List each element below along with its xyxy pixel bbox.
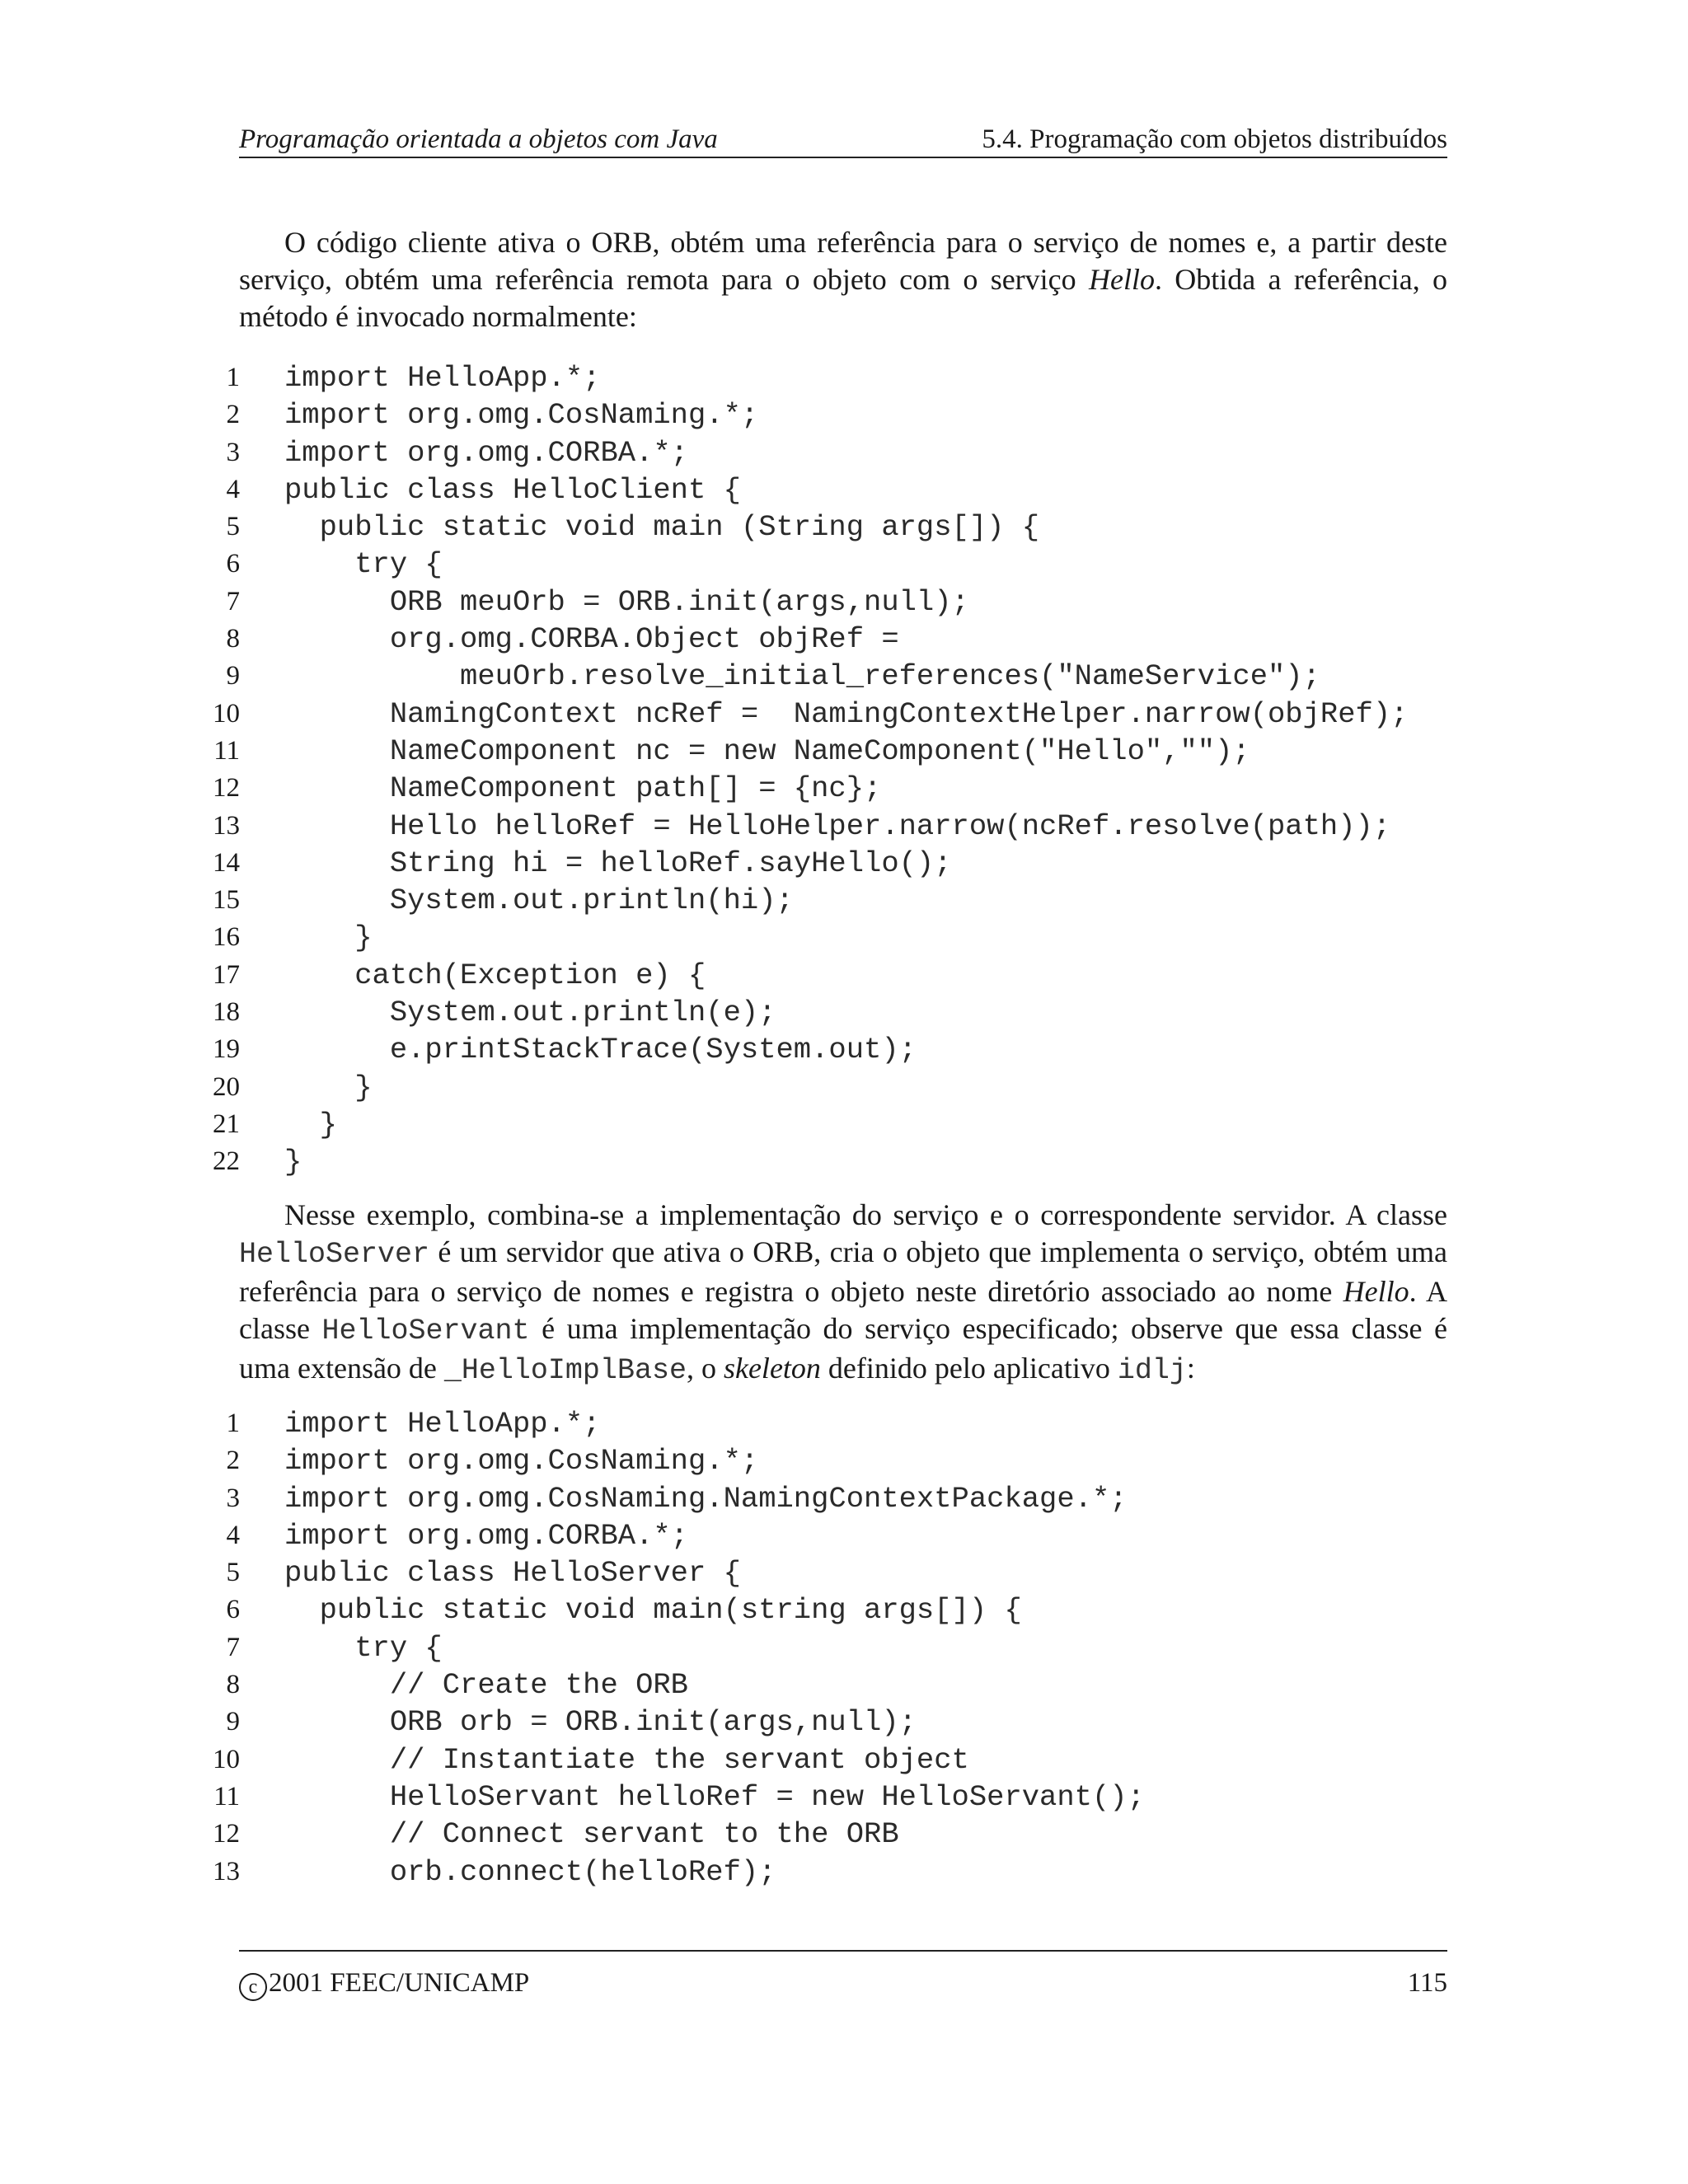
- code-line: [202, 1143, 1447, 1180]
- code-line: [202, 1405, 1447, 1442]
- code-line: [202, 1666, 1447, 1704]
- code-line: [202, 994, 1447, 1031]
- code-text: import org.omg.CosNaming.*;: [284, 398, 759, 433]
- page-number: 115: [1407, 1968, 1447, 1998]
- line-number: 22: [213, 1146, 240, 1177]
- hello-emphasis: Hello: [1088, 263, 1155, 296]
- line-number: 4: [226, 1520, 240, 1550]
- code-line: [202, 1442, 1447, 1479]
- line-number: 9: [226, 1707, 240, 1737]
- code-text: public class HelloClient {: [284, 472, 741, 507]
- line-number: 19: [213, 1034, 240, 1065]
- code-line: [202, 621, 1447, 658]
- line-number: 2: [226, 1446, 240, 1476]
- code-line: [202, 1741, 1447, 1779]
- code-text: import org.omg.CosNaming.NamingContextPackage.*;: [284, 1481, 1128, 1516]
- line-number: 1: [226, 1408, 240, 1438]
- code-line: [202, 1480, 1447, 1517]
- line-number: 2: [226, 400, 240, 430]
- line-number: 18: [213, 997, 240, 1028]
- line-number: 7: [226, 1632, 240, 1662]
- code-line: [202, 808, 1447, 845]
- code-text: }: [284, 921, 373, 955]
- line-number: 8: [226, 624, 240, 654]
- code-line: [202, 658, 1447, 695]
- line-number: 3: [226, 1483, 240, 1513]
- code-line: [202, 696, 1447, 733]
- code-line: [202, 509, 1447, 546]
- code-listing-client: [202, 359, 1447, 1181]
- line-number: 10: [213, 1744, 240, 1774]
- page-footer: [239, 1950, 1447, 2001]
- code-text: System.out.println(e);: [284, 996, 776, 1030]
- code-text: }: [284, 1145, 302, 1179]
- inline-code: _HelloImplBase: [443, 1354, 687, 1387]
- code-line: [202, 1629, 1447, 1666]
- hello-emphasis: Hello: [1343, 1275, 1409, 1308]
- code-text: import HelloApp.*;: [284, 361, 601, 395]
- paragraph-server-intro: [239, 1197, 1447, 1390]
- code-line: [202, 919, 1447, 956]
- code-line: [202, 1069, 1447, 1106]
- code-line: [202, 1106, 1447, 1143]
- code-text: public class HelloServer {: [284, 1556, 741, 1591]
- code-text: ORB meuOrb = ORB.init(args,null);: [284, 584, 969, 619]
- code-text: import org.omg.CORBA.*;: [284, 1518, 688, 1553]
- header-book-title: Programação orientada a objetos com Java: [239, 124, 718, 154]
- line-number: 7: [226, 586, 240, 616]
- paragraph-text: é um servidor que ativa o ORB, cria o objeto que implementa o serviço, obtém uma referência para o serviço de nomes e registra o objeto neste diretório associado ao nome: [239, 1235, 1447, 1308]
- line-number: 11: [213, 735, 240, 766]
- skeleton-emphasis: skeleton: [723, 1352, 821, 1385]
- code-text: Hello helloRef = HelloHelper.narrow(ncRef.resolve(path));: [284, 808, 1391, 843]
- code-line: [202, 882, 1447, 919]
- line-number: 11: [213, 1781, 240, 1811]
- line-number: 13: [213, 1856, 240, 1886]
- line-number: 5: [226, 1558, 240, 1588]
- code-text: catch(Exception e) {: [284, 958, 706, 992]
- document-page: [213, 0, 1447, 2184]
- code-line: [202, 471, 1447, 509]
- paragraph-text: Nesse exemplo, combina-se a implementação do serviço e o correspondente servidor. A classe: [284, 1198, 1447, 1231]
- paragraph-text: . Obtida a referência, o método é invocado normalmente:: [239, 263, 1447, 333]
- footer-copyright: [239, 1958, 529, 2008]
- code-text: System.out.println(hi);: [284, 883, 794, 918]
- line-number: 12: [213, 773, 240, 804]
- code-line: [202, 1854, 1447, 1891]
- paragraph-text: é uma implementação do serviço especificado; observe que essa classe é uma extensão de: [239, 1312, 1447, 1385]
- paragraph-client-intro: [239, 224, 1447, 335]
- paragraph-text: , o: [686, 1352, 724, 1385]
- line-number: 20: [213, 1071, 240, 1102]
- code-text: import org.omg.CosNaming.*;: [284, 1444, 759, 1479]
- code-text: NamingContext ncRef = NamingContextHelper.narrow(objRef);: [284, 696, 1409, 731]
- code-text: ORB orb = ORB.init(args,null);: [284, 1705, 917, 1740]
- code-text: import org.omg.CORBA.*;: [284, 435, 688, 470]
- code-line: [202, 1816, 1447, 1853]
- line-number: 8: [226, 1670, 240, 1700]
- code-line: [202, 957, 1447, 994]
- copyright-text: 2001 FEEC/UNICAMP: [269, 1968, 530, 1998]
- copyright-icon: c: [239, 1973, 267, 2001]
- paragraph-text: :: [1186, 1352, 1195, 1385]
- code-text: e.printStackTrace(System.out);: [284, 1033, 917, 1067]
- code-text: NameComponent nc = new NameComponent("Hello","");: [284, 733, 1250, 768]
- code-text: public static void main (String args[]) {: [284, 510, 1040, 545]
- code-text: import HelloApp.*;: [284, 1407, 601, 1441]
- code-line: [202, 1031, 1447, 1068]
- code-line: [202, 1591, 1447, 1629]
- code-line: [202, 770, 1447, 807]
- line-number: 14: [213, 847, 240, 878]
- code-line: [202, 1779, 1447, 1816]
- paragraph-text: O código cliente ativa o ORB, obtém uma referência para o serviço de nomes e, a partir deste serviço, obtém uma referência remota para o objeto com o serviço: [239, 226, 1447, 296]
- line-number: 6: [226, 549, 240, 579]
- line-number: 17: [213, 959, 240, 990]
- code-line: [202, 546, 1447, 583]
- code-text: HelloServant helloRef = new HelloServant();: [284, 1779, 1145, 1814]
- code-text: orb.connect(helloRef);: [284, 1854, 776, 1889]
- code-text: }: [284, 1070, 373, 1104]
- code-line: [202, 733, 1447, 770]
- running-header: [239, 122, 1447, 158]
- code-text: }: [284, 1107, 337, 1141]
- line-number: 9: [226, 661, 240, 691]
- line-number: 6: [226, 1595, 240, 1625]
- line-number: 16: [213, 922, 240, 953]
- code-line: [202, 396, 1447, 434]
- header-section-title: 5.4. Programação com objetos distribuídos: [982, 124, 1447, 154]
- line-number: 15: [213, 885, 240, 916]
- code-text: meuOrb.resolve_initial_references("NameService");: [284, 659, 1320, 694]
- line-number: 13: [213, 810, 240, 841]
- inline-code: idlj: [1117, 1354, 1187, 1387]
- code-line: [202, 1517, 1447, 1554]
- inline-code: HelloServant: [321, 1315, 530, 1347]
- code-text: // Create the ORB: [284, 1668, 688, 1703]
- line-number: 1: [226, 363, 240, 392]
- line-number: 12: [213, 1819, 240, 1849]
- code-line: [202, 434, 1447, 471]
- line-number: 21: [213, 1108, 240, 1139]
- code-text: // Instantiate the servant object: [284, 1742, 969, 1777]
- inline-code: HelloServer: [239, 1238, 430, 1271]
- line-number: 3: [226, 437, 240, 467]
- code-text: // Connect servant to the ORB: [284, 1817, 899, 1852]
- code-text: NameComponent path[] = {nc};: [284, 771, 882, 806]
- code-text: String hi = helloRef.sayHello();: [284, 846, 952, 880]
- paragraph-text: definido pelo aplicativo: [820, 1352, 1118, 1385]
- code-line: [202, 845, 1447, 882]
- line-number: 4: [226, 474, 240, 504]
- code-text: try {: [284, 1630, 443, 1665]
- code-line: [202, 359, 1447, 396]
- line-number: 10: [213, 698, 240, 729]
- code-text: public static void main(string args[]) {: [284, 1593, 1022, 1628]
- code-listing-server: [202, 1405, 1447, 1891]
- line-number: 5: [226, 512, 240, 542]
- code-text: org.omg.CORBA.Object objRef =: [284, 622, 899, 657]
- paragraph-text: . A classe: [239, 1275, 1447, 1345]
- code-line: [202, 1704, 1447, 1741]
- code-line: [202, 583, 1447, 621]
- code-line: [202, 1554, 1447, 1591]
- code-text: try {: [284, 547, 443, 582]
